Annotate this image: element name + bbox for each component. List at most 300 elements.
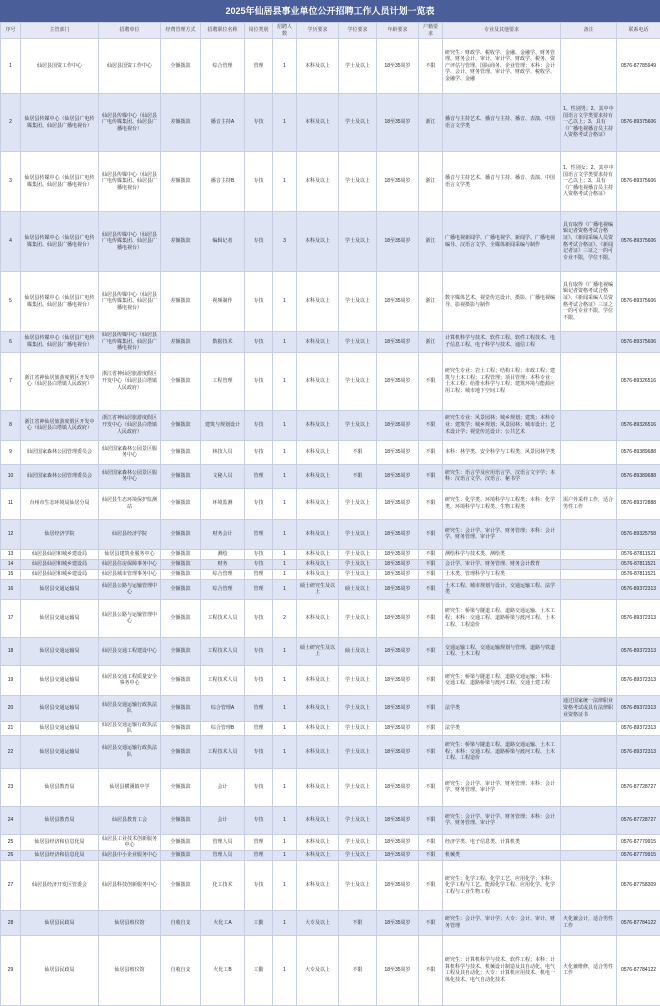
cell-education: 本科及以上 [297, 464, 339, 488]
cell-fund: 全额拨款 [161, 579, 201, 599]
cell-notes [561, 721, 617, 735]
cell-notes [561, 735, 617, 768]
cell-dept: 仙居县教育局 [21, 806, 99, 834]
table-row [1, 410, 660, 440]
cell-fund: 全额拨款 [161, 39, 201, 94]
cell-unit: 仙居县殡仪馆 [99, 910, 161, 935]
cell-position: 文秘人员 [201, 464, 245, 488]
cell-dept: 仙居国家森林公园管理委员会 [21, 440, 99, 464]
cell-no: 25 [1, 834, 21, 850]
cell-phone: 0576-89375606 [617, 272, 660, 332]
cell-hukou: 不限 [419, 569, 443, 579]
table-row [1, 549, 660, 559]
cell-unit: 仙居县经济学院 [99, 519, 161, 549]
cell-no: 22 [1, 735, 21, 768]
cell-degree: 不限 [339, 464, 377, 488]
cell-notes: 火化兼维修，适合男性工作 [561, 935, 617, 1005]
cell-dept: 仙居县民政局 [21, 910, 99, 935]
cell-education: 本科及以上 [297, 806, 339, 834]
cell-dept: 仙居县仙居和城乡建设局 [21, 559, 99, 569]
cell-category: 专技 [245, 94, 273, 152]
cell-position: 建筑与规划设计 [201, 410, 245, 440]
cell-education: 本科及以上 [297, 768, 339, 806]
cell-position: 数据技术 [201, 332, 245, 353]
table-row [1, 935, 660, 1005]
cell-position: 火化工B [201, 935, 245, 1005]
cell-requirements: 计算机科学与技术、软件工程、软件工程技术、电子信息工程、电子科学与技术、通信工程 [443, 332, 561, 353]
cell-degree: 学士及以上 [339, 569, 377, 579]
cell-notes [561, 569, 617, 579]
cell-position: 工程技术人员 [201, 735, 245, 768]
cell-hukou: 不限 [419, 735, 443, 768]
cell-no: 29 [1, 935, 21, 1005]
cell-phone: 0576-89375606 [617, 332, 660, 353]
cell-fund: 全额拨款 [161, 721, 201, 735]
cell-hukou: 不限 [419, 637, 443, 665]
cell-no: 13 [1, 549, 21, 559]
cell-position: 财务会计 [201, 519, 245, 549]
cell-position: 测绘 [201, 549, 245, 559]
cell-degree: 学士及以上 [339, 559, 377, 569]
cell-unit: 仙居县中小企业服务中心 [99, 850, 161, 860]
cell-notes [561, 768, 617, 806]
cell-no: 26 [1, 850, 21, 860]
cell-requirements: 研究生：会计学、审计学、财务管理；本科：会计学、财务管理、审计学 [443, 806, 561, 834]
cell-education: 本科及以上 [297, 549, 339, 559]
cell-age: 18至35周岁 [377, 850, 419, 860]
cell-category: 管理 [245, 39, 273, 94]
col-header-requirements: 专业及其他要求 [443, 23, 561, 39]
cell-no: 15 [1, 569, 21, 579]
cell-phone: 0576-89372313 [617, 665, 660, 695]
cell-fund: 全额拨款 [161, 352, 201, 410]
cell-dept: 仙居县教育局 [21, 768, 99, 806]
cell-degree: 学士及以上 [339, 549, 377, 559]
cell-fund: 差额拨款 [161, 212, 201, 272]
cell-category: 专技 [245, 410, 273, 440]
cell-hukou: 不限 [419, 410, 443, 440]
cell-category: 专技 [245, 768, 273, 806]
cell-unit: 仙居县传媒中心（仙居县广电传媒集团、仙居县广播电视台） [99, 332, 161, 353]
cell-fund: 全额拨款 [161, 559, 201, 569]
cell-no: 12 [1, 519, 21, 549]
cell-age: 18至35周岁 [377, 488, 419, 519]
cell-no: 23 [1, 768, 21, 806]
cell-hukou: 不限 [419, 834, 443, 850]
cell-degree: 学士及以上 [339, 599, 377, 637]
cell-position: 播音主持A [201, 94, 245, 152]
cell-education: 本科及以上 [297, 519, 339, 549]
cell-fund: 全额拨款 [161, 599, 201, 637]
cell-position: 工程技术人员 [201, 665, 245, 695]
cell-requirements: 播音与主持艺术、播音与主持、播音、表演、中国语言文学类 [443, 94, 561, 152]
cell-phone: 0576-87784122 [617, 910, 660, 935]
cell-count: 1 [273, 695, 297, 721]
cell-count: 1 [273, 665, 297, 695]
cell-age: 18至35周岁 [377, 94, 419, 152]
cell-hukou: 不限 [419, 549, 443, 559]
cell-requirements: 研究生：语言学及应用语言学、汉语言文字学；本科：汉语言文学、汉语言、秘书学 [443, 464, 561, 488]
cell-phone: 0576-87728727 [617, 806, 660, 834]
cell-no: 6 [1, 332, 21, 353]
col-header-phone: 联系电话 [617, 23, 660, 39]
cell-dept: 仙居县经济开发区管委会 [21, 860, 99, 910]
cell-fund: 全额拨款 [161, 519, 201, 549]
cell-dept: 仙居县传媒中心（仙居县广电传媒集团、仙居县广播电视台） [21, 272, 99, 332]
cell-notes [561, 559, 617, 569]
cell-phone: 0576-87785949 [617, 39, 660, 94]
cell-education: 本科及以上 [297, 488, 339, 519]
cell-position: 综合管理 [201, 579, 245, 599]
cell-degree: 学士及以上 [339, 834, 377, 850]
cell-notes [561, 834, 617, 850]
cell-hukou: 浙江 [419, 94, 443, 152]
cell-notes [561, 332, 617, 353]
cell-requirements: 研究生：会计学、审计学；大专：会计、审计、财务管理 [443, 910, 561, 935]
cell-fund: 全额拨款 [161, 860, 201, 910]
cell-education: 硕士研究生及以上 [297, 637, 339, 665]
cell-requirements: 法学类 [443, 695, 561, 721]
cell-count: 1 [273, 735, 297, 768]
cell-notes [561, 549, 617, 559]
cell-unit: 仙居县教育工会 [99, 806, 161, 834]
cell-category: 管理 [245, 834, 273, 850]
cell-degree: 学士及以上 [339, 94, 377, 152]
table-row [1, 212, 660, 272]
cell-hukou: 不限 [419, 599, 443, 637]
cell-unit: 仙居县城市管理事务中心 [99, 569, 161, 579]
cell-age: 18至35周岁 [377, 272, 419, 332]
cell-fund: 差额拨款 [161, 332, 201, 353]
cell-phone: 0576-87779915 [617, 834, 660, 850]
cell-requirements: 土木类、管理科学与工程类 [443, 569, 561, 579]
cell-notes [561, 410, 617, 440]
cell-education: 本科及以上 [297, 695, 339, 721]
cell-position: 化工技术 [201, 860, 245, 910]
cell-dept: 仙居县交通运输局 [21, 637, 99, 665]
cell-notes: 1、性别女；2、其中中国语言文学类要求持有一乙以上；3、具有《广播电视播音员主持人资格考试合格证》 [561, 152, 617, 212]
cell-fund: 自收自支 [161, 910, 201, 935]
cell-position: 综合管理A [201, 695, 245, 721]
table-row [1, 910, 660, 935]
cell-education: 本科及以上 [297, 599, 339, 637]
col-header-hukou: 户籍要求 [419, 23, 443, 39]
cell-phone: 0576-89325758 [617, 519, 660, 549]
cell-count: 1 [273, 440, 297, 464]
cell-dept: 仙居县传媒中心（仙居县广电传媒集团、仙居县广播电视台） [21, 212, 99, 272]
table-row [1, 332, 660, 353]
table-row [1, 768, 660, 806]
col-header-fund: 经费管理方式 [161, 23, 201, 39]
cell-phone: 0576-89372313 [617, 599, 660, 637]
cell-position: 会计 [201, 806, 245, 834]
cell-phone: 0576-89372313 [617, 721, 660, 735]
cell-requirements: 会计学、审计学、财务管理、财务会计教育 [443, 559, 561, 569]
cell-notes [561, 850, 617, 860]
cell-hukou: 不限 [419, 768, 443, 806]
cell-count: 1 [273, 559, 297, 569]
cell-education: 本科及以上 [297, 410, 339, 440]
cell-count: 1 [273, 549, 297, 559]
table-row [1, 695, 660, 721]
cell-degree: 学士及以上 [339, 768, 377, 806]
cell-age: 18至35周岁 [377, 332, 419, 353]
cell-fund: 差额拨款 [161, 272, 201, 332]
table-row [1, 39, 660, 94]
cell-category: 专技 [245, 806, 273, 834]
cell-requirements: 研究生：财政学、税收学、金融、金融学、财务管理、财务会计、审计、审计学、财政学、税务、资产评估与管理、国际商务、企业管理；本科：会计学、会计、财务管理、审计学、财政学、税收学、金融学、金融 [443, 39, 561, 94]
cell-unit: 仙居县公路与运输管理中心 [99, 599, 161, 637]
cell-count: 1 [273, 569, 297, 579]
cell-hukou: 不限 [419, 440, 443, 464]
cell-hukou: 不限 [419, 559, 443, 569]
cell-education: 本科及以上 [297, 212, 339, 272]
cell-age: 18至35周岁 [377, 735, 419, 768]
cell-hukou: 不限 [419, 39, 443, 94]
cell-fund: 全额拨款 [161, 637, 201, 665]
cell-hukou: 不限 [419, 352, 443, 410]
cell-phone: 0576-89375606 [617, 94, 660, 152]
cell-phone: 0576-87784122 [617, 935, 660, 1005]
cell-age: 18至35周岁 [377, 464, 419, 488]
cell-no: 2 [1, 94, 21, 152]
cell-education: 本科及以上 [297, 440, 339, 464]
cell-fund: 全额拨款 [161, 834, 201, 850]
cell-age: 18至35周岁 [377, 806, 419, 834]
cell-education: 本科及以上 [297, 152, 339, 212]
cell-no: 1 [1, 39, 21, 94]
cell-unit: 仙居县科技创新服务中心 [99, 860, 161, 910]
cell-no: 19 [1, 665, 21, 695]
cell-degree: 学士及以上 [339, 272, 377, 332]
cell-category: 专技 [245, 559, 273, 569]
cell-category: 专技 [245, 440, 273, 464]
cell-fund: 全额拨款 [161, 695, 201, 721]
cell-count: 1 [273, 806, 297, 834]
cell-fund: 全额拨款 [161, 665, 201, 695]
cell-degree: 学士及以上 [339, 665, 377, 695]
cell-notes: 具有取得《广播电视编辑记者资格考试合格证》、《新闻采编人员资格考试合格证》三证之一的可专业不限，学位不限。 [561, 272, 617, 332]
table-row [1, 488, 660, 519]
col-header-category: 岗位类别 [245, 23, 273, 39]
cell-requirements: 经济学类、电子信息类、计算机类 [443, 834, 561, 850]
cell-unit: 仙居县传媒中心（仙居县广电传媒集团、仙居县广播电视台） [99, 272, 161, 332]
cell-fund: 差额拨款 [161, 152, 201, 212]
cell-unit: 仙居县建筑业服务中心 [99, 549, 161, 559]
cell-phone: 0576-87779915 [617, 850, 660, 860]
recruitment-table [0, 22, 660, 1006]
col-header-degree: 学位要求 [339, 23, 377, 39]
cell-phone: 0576-89375606 [617, 212, 660, 272]
col-header-age: 年龄要求 [377, 23, 419, 39]
cell-education: 本科及以上 [297, 352, 339, 410]
cell-unit: 仙居县国资工作中心 [99, 39, 161, 94]
cell-category: 管理 [245, 850, 273, 860]
cell-education: 本科及以上 [297, 94, 339, 152]
cell-age: 18至35周岁 [377, 599, 419, 637]
cell-category: 专技 [245, 735, 273, 768]
cell-unit: 仙居国家森林公园景区服务中心 [99, 464, 161, 488]
cell-notes [561, 352, 617, 410]
cell-count: 1 [273, 152, 297, 212]
cell-degree: 硕士及以上 [339, 637, 377, 665]
cell-phone: 0576-89372313 [617, 695, 660, 721]
cell-unit: 仙居县交通运输行政执法队 [99, 735, 161, 768]
cell-age: 18至35周岁 [377, 695, 419, 721]
cell-age: 18至35周岁 [377, 768, 419, 806]
table-row [1, 352, 660, 410]
cell-age: 18至35周岁 [377, 721, 419, 735]
table-row [1, 637, 660, 665]
cell-dept: 浙江省神仙居旅游度假区开发中心（仙居县白塔镇人民政府） [21, 352, 99, 410]
cell-dept: 浙江省神仙居旅游度假区开发中心（仙居县白塔镇人民政府） [21, 410, 99, 440]
cell-degree: 学士及以上 [339, 152, 377, 212]
cell-count: 1 [273, 94, 297, 152]
cell-category: 专技 [245, 352, 273, 410]
cell-unit: 仙居县公路与运输管理中心 [99, 579, 161, 599]
page-title: 2025年仙居县事业单位公开招聘工作人员计划一览表 [0, 0, 660, 22]
cell-dept: 仙居经济学院 [21, 519, 99, 549]
cell-fund: 自收自支 [161, 935, 201, 1005]
table-row [1, 569, 660, 579]
cell-count: 1 [273, 910, 297, 935]
cell-category: 专技 [245, 212, 273, 272]
col-header-count: 招聘人数 [273, 23, 297, 39]
cell-requirements: 研究生专业：岩土工程；结构工程；市政工程；建筑与土木工程；工程管理；项目管理；本科专业：土木工程；给排水科学与工程；建筑环境与能源应用工程；城市地下空间工程 [443, 352, 561, 410]
cell-degree: 不限 [339, 935, 377, 1005]
cell-requirements: 研究生：化学工程、化学工艺、应用化学；本科：化学工程与工艺、能源化学工程、应用化学、化学工程与工业生物工程 [443, 860, 561, 910]
cell-unit: 仙居县工业技术创新服务中心 [99, 834, 161, 850]
cell-no: 10 [1, 464, 21, 488]
cell-no: 7 [1, 352, 21, 410]
table-row [1, 272, 660, 332]
table-row [1, 599, 660, 637]
cell-phone: 0576-87728727 [617, 768, 660, 806]
cell-fund: 全额拨款 [161, 488, 201, 519]
cell-age: 18至35周岁 [377, 569, 419, 579]
cell-notes [561, 579, 617, 599]
cell-notes [561, 860, 617, 910]
cell-notes [561, 519, 617, 549]
cell-no: 8 [1, 410, 21, 440]
cell-category: 专技 [245, 272, 273, 332]
col-header-dept: 主管部门 [21, 23, 99, 39]
cell-no: 21 [1, 721, 21, 735]
cell-dept: 仙居县经济和信息化局 [21, 834, 99, 850]
cell-requirements: 土木工程、城市规划与设计、交通运输工程、法学类 [443, 579, 561, 599]
cell-unit: 仙居县传媒中心（仙居县广电传媒集团、仙居县广播电视台） [99, 152, 161, 212]
cell-no: 17 [1, 599, 21, 637]
cell-notes [561, 39, 617, 94]
cell-hukou: 不限 [419, 935, 443, 1005]
table-row [1, 152, 660, 212]
cell-hukou: 浙江 [419, 332, 443, 353]
cell-requirements: 研究生：会计学、审计学、财务管理；本科：会计学、财务管理、审计学 [443, 519, 561, 549]
cell-position: 综合管理 [201, 569, 245, 579]
cell-count: 1 [273, 850, 297, 860]
cell-position: 综合管理 [201, 39, 245, 94]
cell-dept: 仙居县民政局 [21, 935, 99, 1005]
cell-no: 27 [1, 860, 21, 910]
cell-requirements: 研究生：桥梁与隧道工程、道路交通运输；本科：交通工程、道路桥梁与渡河工程、交通土建工程 [443, 665, 561, 695]
cell-category: 专技 [245, 549, 273, 559]
cell-degree: 学士及以上 [339, 860, 377, 910]
col-header-position: 招聘职位名称 [201, 23, 245, 39]
cell-age: 18至35周岁 [377, 559, 419, 569]
cell-no: 9 [1, 440, 21, 464]
cell-unit: 仙居县交通工程质量安全事务中心 [99, 665, 161, 695]
cell-education: 本科及以上 [297, 834, 339, 850]
cell-education: 本科及以上 [297, 272, 339, 332]
cell-count: 3 [273, 212, 297, 272]
cell-fund: 全额拨款 [161, 850, 201, 860]
cell-dept: 仙居县交通运输局 [21, 695, 99, 721]
cell-degree: 学士及以上 [339, 695, 377, 721]
cell-count: 1 [273, 272, 297, 332]
cell-category: 专技 [245, 665, 273, 695]
cell-age: 18至35周岁 [377, 579, 419, 599]
cell-position: 管理人员 [201, 834, 245, 850]
cell-education: 本科及以上 [297, 559, 339, 569]
cell-requirements: 研究生：会计学、审计学、财务管理；本科：会计学、财务管理、审计学 [443, 768, 561, 806]
cell-education: 本科及以上 [297, 721, 339, 735]
cell-fund: 全额拨款 [161, 410, 201, 440]
cell-degree: 学士及以上 [339, 806, 377, 834]
cell-position: 工程管理 [201, 352, 245, 410]
cell-fund: 全额拨款 [161, 464, 201, 488]
cell-phone: 0576-89326516 [617, 410, 660, 440]
cell-requirements: 法学类 [443, 721, 561, 735]
cell-requirements: 研究生：化学类、环境科学与工程类；本科：化学类、环境科学与工程类、生物工程类 [443, 488, 561, 519]
cell-unit: 浙江省神仙居旅游度假区开发中心（仙居县白塔镇人民政府） [99, 352, 161, 410]
cell-category: 专技 [245, 152, 273, 212]
table-row [1, 860, 660, 910]
cell-fund: 全额拨款 [161, 549, 201, 559]
table-row [1, 665, 660, 695]
cell-age: 18至35周岁 [377, 860, 419, 910]
table-row [1, 579, 660, 599]
cell-degree: 学士及以上 [339, 850, 377, 860]
cell-position: 工程技术人员 [201, 599, 245, 637]
cell-category: 专技 [245, 332, 273, 353]
cell-age: 18至35周岁 [377, 834, 419, 850]
cell-category: 管理 [245, 519, 273, 549]
cell-fund: 全额拨款 [161, 440, 201, 464]
cell-category: 专技 [245, 488, 273, 519]
cell-category: 管理 [245, 579, 273, 599]
cell-no: 28 [1, 910, 21, 935]
cell-requirements: 测绘科学与技术类、测绘类 [443, 549, 561, 559]
table-row [1, 721, 660, 735]
cell-category: 工勤 [245, 935, 273, 1005]
cell-fund: 全额拨款 [161, 735, 201, 768]
cell-age: 18至35周岁 [377, 410, 419, 440]
cell-age: 18至35周岁 [377, 637, 419, 665]
cell-requirements: 交通运输工程、交通运输规划与管理、道路与铁道工程、土木工程 [443, 637, 561, 665]
table-row [1, 440, 660, 464]
cell-age: 18至35周岁 [377, 665, 419, 695]
cell-dept: 仙居县交通运输局 [21, 599, 99, 637]
cell-age: 18至35周岁 [377, 212, 419, 272]
cell-age: 18至35周岁 [377, 519, 419, 549]
cell-fund: 全额拨款 [161, 569, 201, 579]
cell-no: 16 [1, 579, 21, 599]
cell-phone: 0576-87811521 [617, 569, 660, 579]
table-row [1, 834, 660, 850]
cell-count: 1 [273, 410, 297, 440]
table-row [1, 806, 660, 834]
cell-no: 11 [1, 488, 21, 519]
